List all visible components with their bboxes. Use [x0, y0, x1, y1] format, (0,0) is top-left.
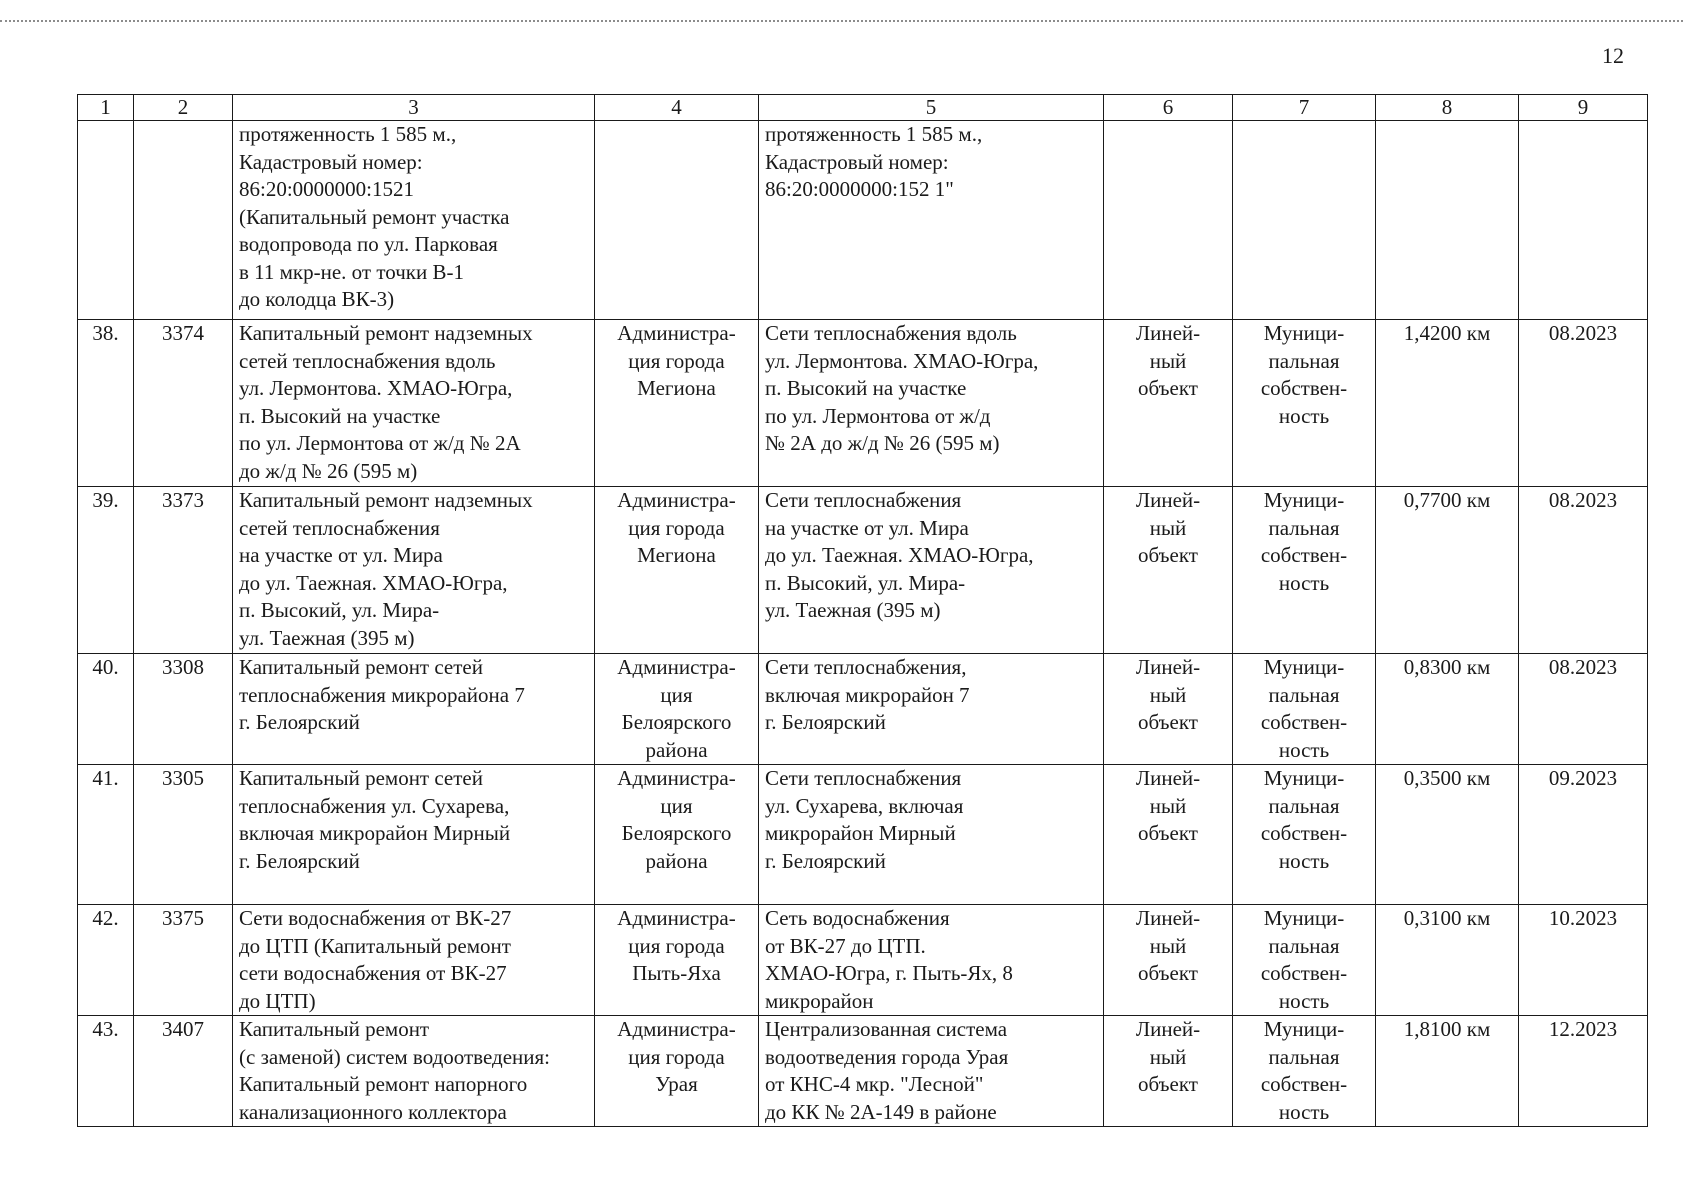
objects-table — [77, 94, 1648, 1127]
object-code-cell: 3374 — [134, 320, 233, 487]
column-header-7: 7 — [1233, 95, 1376, 121]
completion-date-cell: 10.2023 — [1519, 905, 1648, 1016]
length-cell — [1376, 121, 1519, 320]
object-type-cell: Линей- ный объект — [1104, 654, 1233, 765]
table-row — [78, 905, 1648, 1016]
object-type-cell — [1104, 121, 1233, 320]
work-name-cell: протяженность 1 585 м., Кадастровый номер: 86:20:0000000:1521 (Капитальный ремонт участка водопровода по ул. Парковая в 11 мкр-не. от точки В-1 до колодца ВК-3) — [233, 121, 595, 320]
column-header-4: 4 — [595, 95, 759, 121]
column-header-3: 3 — [233, 95, 595, 121]
row-number-cell: 40. — [78, 654, 134, 765]
customer-cell: Администра- ция города Пыть-Яха — [595, 905, 759, 1016]
length-cell: 1,4200 км — [1376, 320, 1519, 487]
table-row — [78, 487, 1648, 654]
object-code-cell: 3373 — [134, 487, 233, 654]
length-cell: 0,3500 км — [1376, 765, 1519, 905]
completion-date-cell: 08.2023 — [1519, 487, 1648, 654]
column-header-1: 1 — [78, 95, 134, 121]
column-header-8: 8 — [1376, 95, 1519, 121]
object-code-cell: 3308 — [134, 654, 233, 765]
completion-date-cell: 09.2023 — [1519, 765, 1648, 905]
length-cell: 0,3100 км — [1376, 905, 1519, 1016]
table-row — [78, 765, 1648, 905]
work-name-cell: Капитальный ремонт надземных сетей теплоснабжения вдоль ул. Лермонтова. ХМАО-Югра, п. Высокий на участке по ул. Лермонтова от ж/д № 2А до ж/д № 26 (595 м) — [233, 320, 595, 487]
page-number: 12 — [1602, 43, 1624, 68]
object-code-cell — [134, 121, 233, 320]
work-name-cell: Капитальный ремонт сетей теплоснабжения ул. Сухарева, включая микрорайон Мирный г. Белоярский — [233, 765, 595, 905]
customer-cell: Администра- ция города Мегиона — [595, 487, 759, 654]
table-row — [78, 121, 1648, 320]
object-description-cell: Сети теплоснабжения ул. Сухарева, включая микрорайон Мирный г. Белоярский — [759, 765, 1104, 905]
work-name-cell: Сети водоснабжения от ВК-27 до ЦТП (Капитальный ремонт сети водоснабжения от ВК-27 до ЦТП) — [233, 905, 595, 1016]
object-type-cell: Линей- ный объект — [1104, 905, 1233, 1016]
object-code-cell: 3375 — [134, 905, 233, 1016]
ownership-cell: Муници- пальная собствен- ность — [1233, 654, 1376, 765]
object-description-cell: протяженность 1 585 м., Кадастровый номер: 86:20:0000000:152 1" — [759, 121, 1104, 320]
row-number-cell: 39. — [78, 487, 134, 654]
table-row — [78, 320, 1648, 487]
length-cell: 0,8300 км — [1376, 654, 1519, 765]
length-cell: 0,7700 км — [1376, 487, 1519, 654]
column-header-5: 5 — [759, 95, 1104, 121]
row-number-cell: 42. — [78, 905, 134, 1016]
object-type-cell: Линей- ный объект — [1104, 320, 1233, 487]
row-number-cell: 41. — [78, 765, 134, 905]
object-code-cell: 3305 — [134, 765, 233, 905]
table-row — [78, 1016, 1648, 1127]
ownership-cell: Муници- пальная собствен- ность — [1233, 320, 1376, 487]
length-cell: 1,8100 км — [1376, 1016, 1519, 1127]
completion-date-cell: 12.2023 — [1519, 1016, 1648, 1127]
customer-cell: Администра- ция Белоярского района — [595, 765, 759, 905]
work-name-cell: Капитальный ремонт сетей теплоснабжения микрорайона 7 г. Белоярский — [233, 654, 595, 765]
object-description-cell: Сети теплоснабжения, включая микрорайон 7 г. Белоярский — [759, 654, 1104, 765]
object-description-cell: Сеть водоснабжения от ВК-27 до ЦТП. ХМАО-Югра, г. Пыть-Ях, 8 микрорайон — [759, 905, 1104, 1016]
completion-date-cell: 08.2023 — [1519, 654, 1648, 765]
scan-edge-line — [0, 20, 1683, 22]
customer-cell: Администра- ция Белоярского района — [595, 654, 759, 765]
table-header-row — [78, 95, 1648, 121]
ownership-cell: Муници- пальная собствен- ность — [1233, 905, 1376, 1016]
object-description-cell: Сети теплоснабжения вдоль ул. Лермонтова. ХМАО-Югра, п. Высокий на участке по ул. Лермонтова от ж/д № 2А до ж/д № 26 (595 м) — [759, 320, 1104, 487]
work-name-cell: Капитальный ремонт надземных сетей теплоснабжения на участке от ул. Мира до ул. Таежная. ХМАО-Югра, п. Высокий, ул. Мира- ул. Таежная (395 м) — [233, 487, 595, 654]
row-number-cell: 43. — [78, 1016, 134, 1127]
completion-date-cell — [1519, 121, 1648, 320]
ownership-cell: Муници- пальная собствен- ность — [1233, 765, 1376, 905]
ownership-cell: Муници- пальная собствен- ность — [1233, 1016, 1376, 1127]
row-number-cell — [78, 121, 134, 320]
row-number-cell: 38. — [78, 320, 134, 487]
customer-cell: Администра- ция города Мегиона — [595, 320, 759, 487]
object-description-cell: Централизованная система водоотведения города Урая от КНС-4 мкр. "Лесной" до КК № 2А-149 в районе — [759, 1016, 1104, 1127]
column-header-2: 2 — [134, 95, 233, 121]
object-description-cell: Сети теплоснабжения на участке от ул. Мира до ул. Таежная. ХМАО-Югра, п. Высокий, ул. Мира- ул. Таежная (395 м) — [759, 487, 1104, 654]
completion-date-cell: 08.2023 — [1519, 320, 1648, 487]
customer-cell: Администра- ция города Урая — [595, 1016, 759, 1127]
ownership-cell — [1233, 121, 1376, 320]
work-name-cell: Капитальный ремонт (с заменой) систем водоотведения: Капитальный ремонт напорного канализационного коллектора — [233, 1016, 595, 1127]
table-row — [78, 654, 1648, 765]
column-header-9: 9 — [1519, 95, 1648, 121]
object-type-cell: Линей- ный объект — [1104, 1016, 1233, 1127]
customer-cell — [595, 121, 759, 320]
ownership-cell: Муници- пальная собствен- ность — [1233, 487, 1376, 654]
object-type-cell: Линей- ный объект — [1104, 765, 1233, 905]
column-header-6: 6 — [1104, 95, 1233, 121]
object-code-cell: 3407 — [134, 1016, 233, 1127]
object-type-cell: Линей- ный объект — [1104, 487, 1233, 654]
